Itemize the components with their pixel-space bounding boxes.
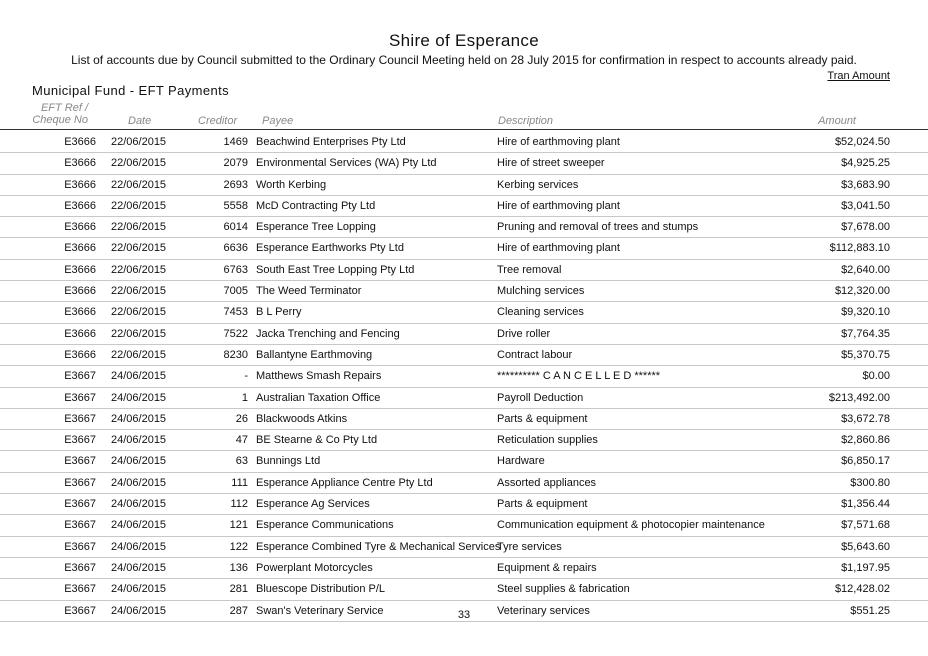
cell-creditor: 281 bbox=[229, 583, 248, 596]
cell-eft-ref: E3666 bbox=[64, 178, 96, 191]
cell-eft-ref: E3667 bbox=[64, 561, 96, 574]
table-row bbox=[0, 366, 928, 387]
cell-date: 22/06/2015 bbox=[111, 199, 167, 212]
cell-date: 22/06/2015 bbox=[111, 157, 167, 170]
cell-eft-ref: E3666 bbox=[64, 157, 96, 170]
cell-amount: $7,571.68 bbox=[841, 519, 890, 532]
cell-date: 22/06/2015 bbox=[111, 136, 167, 148]
cell-description: Tyre services bbox=[497, 540, 562, 553]
cell-date: 24/06/2015 bbox=[111, 604, 167, 617]
cell-payee: BE Stearne & Co Pty Ltd bbox=[256, 434, 378, 447]
cell-creditor: 6636 bbox=[223, 242, 248, 255]
cell-payee: Esperance Ag Services bbox=[256, 498, 370, 511]
cell-eft-ref: E3667 bbox=[64, 498, 96, 511]
cell-date: 22/06/2015 bbox=[111, 306, 167, 319]
cell-amount: $2,860.86 bbox=[841, 434, 890, 447]
col-eft-ref-line2: Cheque No bbox=[32, 114, 88, 126]
cell-amount: $3,041.50 bbox=[841, 199, 890, 212]
table-header bbox=[0, 102, 928, 130]
cell-eft-ref: E3667 bbox=[64, 476, 96, 489]
cell-eft-ref: E3667 bbox=[64, 455, 96, 468]
cell-payee: Jacka Trenching and Fencing bbox=[256, 327, 400, 340]
cell-creditor: 112 bbox=[230, 498, 248, 511]
cell-date: 24/06/2015 bbox=[111, 498, 167, 511]
table-row bbox=[0, 260, 928, 281]
cell-description: Contract labour bbox=[497, 348, 573, 361]
cell-date: 24/06/2015 bbox=[111, 434, 167, 447]
cell-description: Veterinary services bbox=[497, 604, 590, 617]
table-row bbox=[0, 537, 928, 558]
cell-payee: Esperance Communications bbox=[256, 519, 394, 532]
cell-creditor: 5558 bbox=[223, 199, 248, 212]
cell-creditor: 6014 bbox=[223, 221, 248, 234]
cell-amount: $213,492.00 bbox=[828, 391, 890, 404]
table-row bbox=[0, 281, 928, 302]
cell-date: 22/06/2015 bbox=[111, 263, 167, 276]
col-eft-ref-line1: EFT Ref / bbox=[40, 102, 88, 114]
cell-date: 24/06/2015 bbox=[111, 583, 167, 596]
table-row bbox=[0, 302, 928, 323]
cell-amount: $551.25 bbox=[850, 604, 890, 617]
table-row bbox=[0, 494, 928, 515]
cell-payee: Blackwoods Atkins bbox=[256, 412, 348, 425]
cell-creditor: 287 bbox=[229, 604, 248, 617]
page-number: 33 bbox=[457, 609, 471, 621]
cell-date: 22/06/2015 bbox=[111, 285, 167, 298]
cell-payee: Beachwind Enterprises Pty Ltd bbox=[256, 136, 406, 148]
table-row bbox=[0, 153, 928, 174]
cell-payee: Bunnings Ltd bbox=[256, 455, 321, 468]
table-row bbox=[0, 175, 928, 196]
cell-date: 24/06/2015 bbox=[111, 561, 167, 574]
cell-payee: Australian Taxation Office bbox=[256, 391, 381, 404]
cell-amount: $300.80 bbox=[850, 476, 890, 489]
cell-payee: Bluescope Distribution P/L bbox=[256, 583, 386, 596]
table-row bbox=[0, 473, 928, 494]
cell-date: 24/06/2015 bbox=[111, 540, 167, 553]
cell-payee: Esperance Tree Lopping bbox=[256, 221, 376, 234]
cell-date: 24/06/2015 bbox=[111, 370, 167, 383]
cell-description: Parts & equipment bbox=[497, 498, 588, 511]
cell-creditor: 6763 bbox=[223, 263, 248, 276]
table-row bbox=[0, 388, 928, 409]
cell-description: Reticulation supplies bbox=[497, 434, 598, 447]
cell-amount: $2,640.00 bbox=[841, 263, 890, 276]
cell-amount: $3,672.78 bbox=[841, 412, 890, 425]
cell-eft-ref: E3667 bbox=[64, 540, 96, 553]
cell-creditor: 2079 bbox=[223, 157, 248, 170]
col-creditor: Creditor bbox=[198, 115, 238, 127]
cell-description: Assorted appliances bbox=[497, 476, 597, 489]
col-payee: Payee bbox=[262, 115, 294, 127]
cell-eft-ref: E3667 bbox=[64, 370, 96, 383]
cell-creditor: 136 bbox=[229, 561, 248, 574]
cell-eft-ref: E3667 bbox=[64, 519, 96, 532]
cell-amount: $12,428.02 bbox=[834, 583, 890, 596]
table-row bbox=[0, 324, 928, 345]
cell-description: ********** C A N C E L L E D ****** bbox=[497, 370, 661, 383]
cell-eft-ref: E3667 bbox=[64, 434, 96, 447]
cell-amount: $3,683.90 bbox=[841, 178, 890, 191]
cell-payee: Esperance Appliance Centre Pty Ltd bbox=[256, 476, 433, 489]
cell-amount: $12,320.00 bbox=[834, 285, 890, 298]
cell-eft-ref: E3666 bbox=[64, 306, 96, 319]
cell-amount: $0.00 bbox=[862, 370, 890, 383]
cell-creditor: 26 bbox=[235, 412, 248, 425]
cell-date: 22/06/2015 bbox=[111, 221, 167, 234]
cell-description: Pruning and removal of trees and stumps bbox=[497, 221, 699, 234]
cell-eft-ref: E3667 bbox=[64, 412, 96, 425]
cell-payee: Esperance Combined Tyre & Mechanical Services bbox=[256, 540, 501, 553]
cell-amount: $52,024.50 bbox=[834, 136, 890, 148]
cell-date: 22/06/2015 bbox=[111, 327, 167, 340]
cell-date: 22/06/2015 bbox=[111, 348, 167, 361]
cell-description: Drive roller bbox=[497, 327, 551, 340]
cell-description: Equipment & repairs bbox=[497, 561, 597, 574]
table-row bbox=[0, 409, 928, 430]
table-row bbox=[0, 558, 928, 579]
cell-description: Tree removal bbox=[497, 263, 562, 276]
cell-payee: Powerplant Motorcycles bbox=[256, 561, 373, 574]
cell-eft-ref: E3667 bbox=[64, 391, 96, 404]
page-title: Shire of Esperance bbox=[389, 31, 539, 50]
cell-payee: Ballantyne Earthmoving bbox=[256, 348, 373, 361]
table-row bbox=[0, 196, 928, 217]
cell-payee: Worth Kerbing bbox=[256, 178, 327, 191]
cell-date: 24/06/2015 bbox=[111, 412, 167, 425]
cell-description: Hire of earthmoving plant bbox=[497, 242, 620, 255]
col-amount: Amount bbox=[818, 115, 856, 127]
cell-eft-ref: E3666 bbox=[64, 263, 96, 276]
cell-creditor: 7453 bbox=[223, 306, 248, 319]
cell-payee: South East Tree Lopping Pty Ltd bbox=[256, 263, 415, 276]
cell-date: 24/06/2015 bbox=[111, 519, 167, 532]
cell-amount: $6,850.17 bbox=[841, 455, 890, 468]
cell-payee: The Weed Terminator bbox=[256, 285, 362, 298]
cell-payee: B L Perry bbox=[256, 306, 302, 319]
table-row bbox=[0, 217, 928, 238]
cell-amount: $9,320.10 bbox=[841, 306, 890, 319]
cell-creditor: 7522 bbox=[223, 327, 248, 340]
cell-payee: McD Contracting Pty Ltd bbox=[256, 199, 376, 212]
table-body bbox=[0, 132, 928, 622]
cell-eft-ref: E3666 bbox=[64, 199, 96, 212]
cell-creditor: 63 bbox=[235, 455, 248, 468]
cell-description: Steel supplies & fabrication bbox=[497, 583, 630, 596]
col-date: Date bbox=[128, 115, 152, 127]
cell-description: Hardware bbox=[497, 455, 545, 468]
cell-eft-ref: E3666 bbox=[64, 348, 96, 361]
col-eft-ref bbox=[32, 102, 88, 126]
cell-eft-ref: E3666 bbox=[64, 136, 96, 148]
cell-eft-ref: E3667 bbox=[64, 604, 96, 617]
fund-heading: Municipal Fund - EFT Payments bbox=[32, 83, 230, 98]
cell-amount: $1,197.95 bbox=[841, 561, 890, 574]
cell-payee: Esperance Earthworks Pty Ltd bbox=[256, 242, 404, 255]
cell-amount: $112,883.10 bbox=[829, 242, 890, 255]
table-row bbox=[0, 238, 928, 259]
cell-description: Cleaning services bbox=[497, 306, 584, 319]
table-row bbox=[0, 430, 928, 451]
table-row bbox=[0, 579, 928, 600]
cell-payee: Swan's Veterinary Service bbox=[256, 604, 384, 617]
cell-amount: $7,764.35 bbox=[841, 327, 890, 340]
table-row bbox=[0, 515, 928, 536]
cell-eft-ref: E3667 bbox=[64, 583, 96, 596]
cell-date: 22/06/2015 bbox=[111, 178, 167, 191]
cell-creditor: 1469 bbox=[223, 136, 248, 148]
cell-eft-ref: E3666 bbox=[64, 221, 96, 234]
cell-creditor: 1 bbox=[241, 391, 248, 404]
cell-description: Mulching services bbox=[497, 285, 585, 298]
cell-creditor: 122 bbox=[229, 540, 248, 553]
cell-eft-ref: E3666 bbox=[64, 327, 96, 340]
cell-description: Hire of earthmoving plant bbox=[497, 136, 620, 148]
cell-amount: $7,678.00 bbox=[841, 221, 890, 234]
cell-amount: $5,643.60 bbox=[841, 540, 890, 553]
table-row bbox=[0, 451, 928, 472]
cell-payee: Environmental Services (WA) Pty Ltd bbox=[256, 157, 437, 170]
page-subtitle: List of accounts due by Council submitted to the Ordinary Council Meeting held on 28 July 2015 for confirmation in respect to accounts already paid. bbox=[71, 53, 857, 67]
col-description: Description bbox=[498, 115, 554, 127]
cell-amount: $4,925.25 bbox=[841, 157, 890, 170]
cell-creditor: 47 bbox=[235, 434, 248, 447]
cell-description: Payroll Deduction bbox=[497, 391, 584, 404]
cell-date: 22/06/2015 bbox=[111, 242, 167, 255]
cell-creditor: 121 bbox=[229, 519, 248, 532]
cell-eft-ref: E3666 bbox=[64, 285, 96, 298]
cell-amount: $5,370.75 bbox=[841, 348, 890, 361]
cell-description: Kerbing services bbox=[497, 178, 579, 191]
cell-description: Hire of street sweeper bbox=[497, 157, 605, 170]
cell-creditor: 2693 bbox=[223, 178, 248, 191]
cell-payee: Matthews Smash Repairs bbox=[256, 370, 382, 383]
cell-description: Hire of earthmoving plant bbox=[497, 199, 620, 212]
cell-creditor: 111 bbox=[231, 476, 248, 489]
cell-creditor: 8230 bbox=[223, 348, 248, 361]
cell-description: Parts & equipment bbox=[497, 412, 588, 425]
table-row bbox=[0, 132, 928, 153]
cell-amount: $1,356.44 bbox=[841, 498, 890, 511]
cell-date: 24/06/2015 bbox=[111, 476, 167, 489]
cell-creditor: - bbox=[244, 370, 248, 383]
cell-creditor: 7005 bbox=[223, 285, 248, 298]
cell-date: 24/06/2015 bbox=[111, 455, 167, 468]
cell-eft-ref: E3666 bbox=[64, 242, 96, 255]
table-row bbox=[0, 345, 928, 366]
tran-amount-label: Tran Amount bbox=[827, 70, 890, 82]
cell-description: Communication equipment & photocopier maintenance bbox=[497, 519, 765, 532]
cell-date: 24/06/2015 bbox=[111, 391, 167, 404]
